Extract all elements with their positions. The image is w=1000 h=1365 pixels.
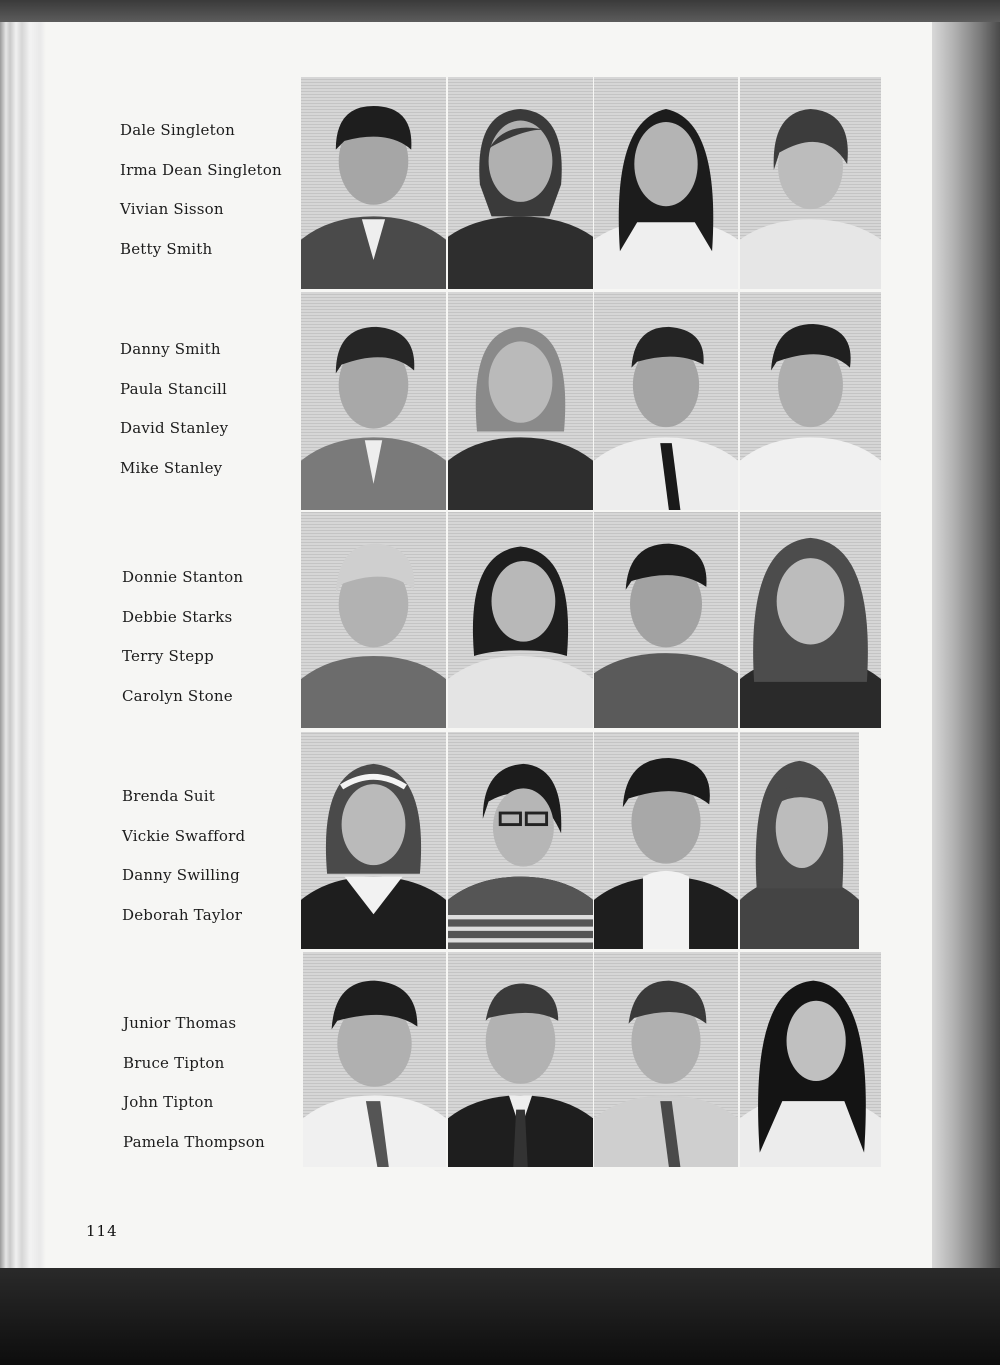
student-name: Carolyn Stone — [122, 686, 233, 705]
student-portrait-photo — [740, 77, 881, 289]
student-name: David Stanley — [120, 419, 229, 438]
name-list-row-3 — [122, 567, 297, 725]
student-portrait-photo — [740, 732, 859, 949]
student-portrait-photo — [448, 77, 593, 289]
student-portrait-photo — [301, 77, 446, 289]
student-name: Betty Smith — [120, 239, 213, 258]
name-list-row-2 — [120, 339, 295, 497]
student-name: Terry Stepp — [122, 647, 214, 666]
student-name: John Tipton — [123, 1093, 214, 1112]
student-portrait-photo — [301, 292, 446, 510]
page-number: 114 — [86, 1222, 118, 1240]
name-list-row-5 — [123, 1013, 298, 1171]
student-portrait-photo — [448, 512, 593, 728]
student-name: Donnie Stanton — [122, 568, 244, 586]
student-name: Brenda Suit — [122, 787, 216, 805]
student-name: Irma Dean Singleton — [120, 160, 282, 179]
name-list-row-4 — [122, 786, 297, 944]
student-portrait-photo — [594, 292, 738, 510]
student-name: Dale Singleton — [120, 121, 235, 139]
student-portrait-photo — [594, 77, 738, 289]
student-portrait-photo — [594, 732, 738, 949]
student-name: Debbie Starks — [122, 607, 233, 626]
student-name: Bruce Tipton — [123, 1053, 225, 1072]
student-portrait-photo — [448, 952, 593, 1167]
student-name: Deborah Taylor — [122, 905, 243, 924]
student-name: Junior Thomas — [123, 1014, 237, 1032]
student-name: Danny Swilling — [122, 866, 240, 885]
scanner-bottom-edge — [0, 1268, 1000, 1365]
page-binding-edge — [0, 22, 46, 1268]
student-name: Mike Stanley — [120, 458, 223, 477]
student-portrait-photo — [594, 952, 738, 1167]
student-name: Pamela Thompson — [123, 1132, 265, 1151]
student-portrait-photo — [303, 952, 446, 1167]
student-portrait-photo — [740, 512, 881, 728]
scanner-top-edge — [0, 0, 1000, 22]
yearbook-page — [0, 22, 942, 1268]
student-name: Paula Stancill — [120, 379, 228, 398]
student-name: Vickie Swafford — [122, 826, 246, 845]
student-portrait-photo — [448, 732, 593, 949]
student-portrait-photo — [448, 292, 593, 510]
student-portrait-photo — [740, 952, 881, 1167]
book-gutter-shadow — [932, 22, 1000, 1268]
student-name: Vivian Sisson — [120, 200, 224, 219]
student-portrait-photo — [301, 512, 446, 728]
name-list-row-1 — [120, 120, 295, 278]
student-portrait-photo — [740, 292, 881, 510]
student-name: Danny Smith — [120, 340, 221, 358]
student-portrait-photo — [594, 512, 738, 728]
student-portrait-photo — [301, 732, 446, 949]
